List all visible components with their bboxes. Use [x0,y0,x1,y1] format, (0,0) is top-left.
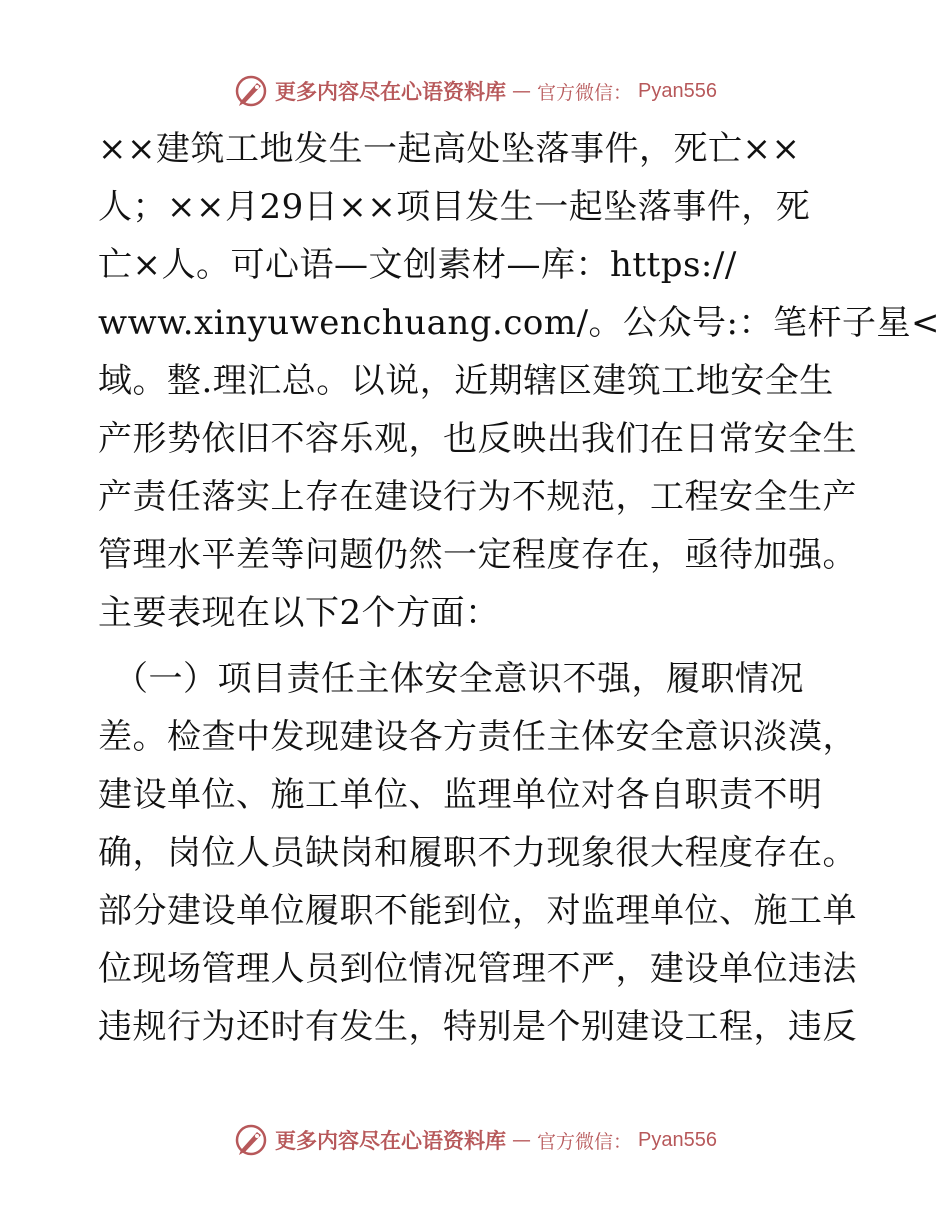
body-line: 域。整.理汇总。以说，近期辖区建筑工地安全生 [98,361,834,401]
section-line: 部分建设单位履职不能到位，对监理单位、施工单 [98,891,857,931]
section-line: 确，岗位人员缺岗和履职不力现象很大程度存在。 [98,833,857,873]
body-line: 人；××月29日××项目发生一起坠落事件，死 [98,187,811,227]
banner-official-label: 官方微信： [537,81,633,104]
document-body [98,120,940,1056]
body-line: 产形势依旧不容乐观，也反映出我们在日常安全生 [98,419,857,459]
body-line: ××建筑工地发生一起高处坠落事件，死亡×× [98,129,801,169]
section-line: 位现场管理人员到位情况管理不严，建设单位违法 [98,949,857,989]
footer-banner [0,1120,950,1160]
pen-logo-icon [233,1122,269,1158]
body-line: 主要表现在以下2个方面： [98,593,500,633]
banner-title: 更多内容尽在心语资料库 [275,1128,506,1153]
body-line: 管理水平差等问题仍然一定程度存在，亟待加强。 [98,535,857,575]
section-line: 建设单位、施工单位、监理单位对各自职责不明 [98,775,823,815]
banner-dash: — [512,80,531,102]
section-heading: （一）项目责任主体安全意识不强，履职情况 [114,659,804,699]
body-line: 亡×人。可心语—文创素材—库：https:// [98,245,737,285]
banner-wechat-id: Pyan556 [638,79,717,102]
banner-title: 更多内容尽在心语资料库 [275,79,506,104]
section-line: 差。检查中发现建设各方责任主体安全意识淡漠， [98,717,857,757]
body-line: www.xinyuwenchuang.com/。公众号:：笔杆子星< [98,303,940,343]
banner-dash: — [512,1129,531,1151]
banner-official-label: 官方微信： [537,1130,633,1153]
banner-wechat-id: Pyan556 [638,1128,717,1151]
pen-logo-icon [233,73,269,109]
section-line: 违规行为还时有发生，特别是个别建设工程，违反 [98,1007,857,1047]
body-line: 产责任落实上存在建设行为不规范，工程安全生产 [98,477,857,517]
header-banner [0,71,950,111]
